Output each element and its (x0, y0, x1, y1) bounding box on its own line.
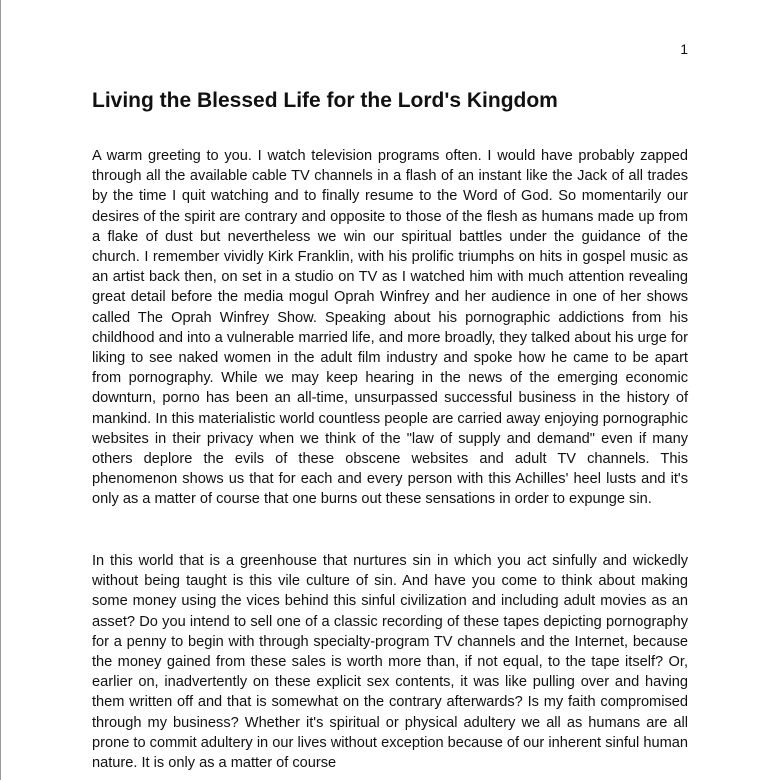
page-number: 1 (680, 41, 688, 57)
page-title: Living the Blessed Life for the Lord's Kingdom (92, 89, 558, 112)
body-paragraph-1: A warm greeting to you. I watch television programs often. I would have probably zapped through all the available cable TV channels in a flash of an instant like the Jack of all trades by the time I quit watching and to finally resume to the Word of God. So momentarily our desires of the spirit are contrary and opposite to those of the flesh as humans made up from a flake of dust but nevertheless we win our spiritual battles under the guidance of the church. I remember vividly Kirk Franklin, with his prolific triumphs on hits in gospel music as an artist back then, on set in a studio on TV as I watched him with much attention revealing great detail before the media mogul Oprah Winfrey and her audience in one of her shows called The Oprah Winfrey Show. Speaking about his pornographic addictions from his childhood and into a vulnerable married life, and more broadly, they talked about his urge for liking to see naked women in the adult film industry and spoke how he came to be apart from pornography. While we may keep hearing in the news of the emerging economic downturn, porno has been an all-time, unsurpassed successful business in the history of mankind. In this materialistic world countless people are carried away enjoying pornographic websites in their privacy when we think of the "law of supply and demand" even if many others deplore the evils of these obscene websites and adult TV channels. This phenomenon shows us that for each and every person with this Achilles' heel lusts and it's only as a matter of course that one burns out these sensations in order to expunge sin. (92, 148, 688, 508)
body-paragraph-2: In this world that is a greenhouse that nurtures sin in which you act sinfully and wickedly without being taught is this vile culture of sin. And have you come to think about making some money using the vices behind this sinful civilization and including adult movies as an asset? Do you intend to sell one of a classic recording of these tapes depicting pornography for a penny to begin with through specialty-program TV channels and the Internet, because the money gained from these sales is worth more than, if not equal, to the tape itself? Or, earlier on, inadvertently on these explicit sex contents, it was like pulling over and having them written off and that is somewhat on the contrary afterwards? Is my faith compromised through my business? Whether it's spiritual or physical adultery we all as humans are all prone to commit adultery in our lives without exception because of our inherent sinful human nature. It is only as a matter of course (92, 553, 688, 772)
page-edge-line (0, 0, 1, 780)
